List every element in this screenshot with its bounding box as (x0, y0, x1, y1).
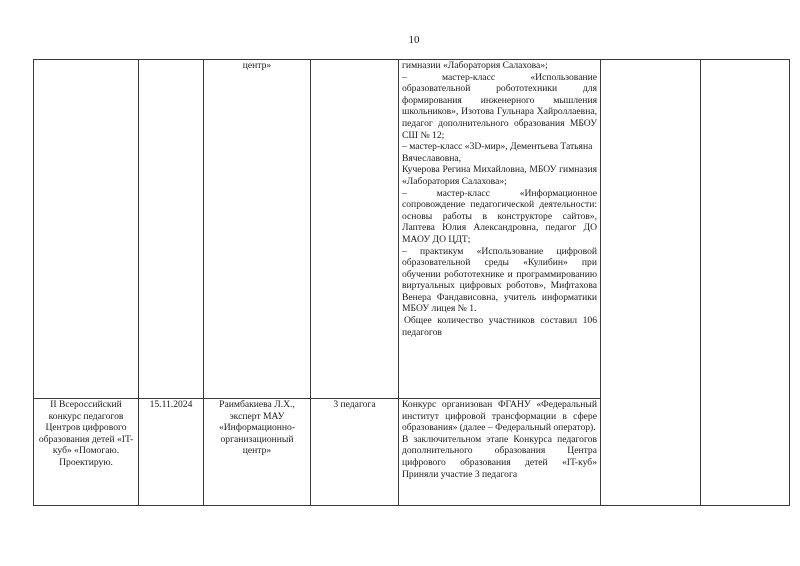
date-cell (139, 60, 204, 399)
event-cell (34, 60, 139, 399)
extra-column-6 (601, 60, 701, 506)
participants-cell (311, 60, 399, 399)
description-paragraph: Конкурс организован ФГАНУ «Федеральный институт цифровой трансформации в сфере образования» (далее – Федеральный оператор). (402, 399, 597, 434)
description-summary: Общее количество участников составил 106 педагогов (402, 315, 597, 338)
table-row (34, 60, 790, 399)
date-cell: 15.11.2024 (139, 399, 204, 506)
description-paragraph: – мастер-класс «Использование образовательной робототехники для формирования инженерного мышления школьников», Изотова Гульнара Хайроллаевна, педагог дополнительного образования МБОУ СШ № 12; (402, 71, 597, 141)
extra-column-7 (701, 60, 790, 506)
organizer-cell: Раимбакиева Л.Х., эксперт МАУ «Информационно-организационный центр» (204, 399, 311, 506)
description-paragraph: гимназии «Лаборатория Салахова»; (402, 60, 548, 71)
organizer-cell: центр» (204, 60, 311, 399)
description-paragraph: – практикум «Использование цифровой образовательной среды «Кулибин» при обучении робототехнике и программированию виртуальных цифровых роботов», Мифтахова Венера Фандависовна, учитель информатики МБОУ лицея № 1. (402, 245, 597, 315)
description-paragraph: – мастер-класс «Информационное сопровождение педагогической деятельности: основы работы в конструкторе сайтов», Лаптева Юлия Александровна, педагог ДО МАОУ ДО ЦДТ; (402, 187, 597, 245)
description-cell (399, 60, 601, 399)
description-paragraph: Вячеславовна, (402, 152, 462, 164)
description-paragraph: – мастер-класс «3D-мир», Дементьева Татьяна (402, 141, 593, 153)
page-number: 10 (408, 34, 420, 46)
participants-cell: 3 педагога (311, 399, 399, 506)
description-cell (399, 399, 601, 506)
description-paragraph: Кучерова Регина Михайловна, МБОУ гимназия «Лаборатория Салахова»; (402, 164, 597, 187)
description-paragraph: В заключительном этапе Конкурса педагогов дополнительного образования Центра цифрового образования детей «IT-куб» Приняли участие 3 педагога (402, 433, 597, 480)
report-table (33, 59, 790, 506)
event-cell: II Всероссийский конкурс педагогов Центров цифрового образования детей «IT-куб» «Помогаю. Проектирую. (34, 399, 139, 506)
